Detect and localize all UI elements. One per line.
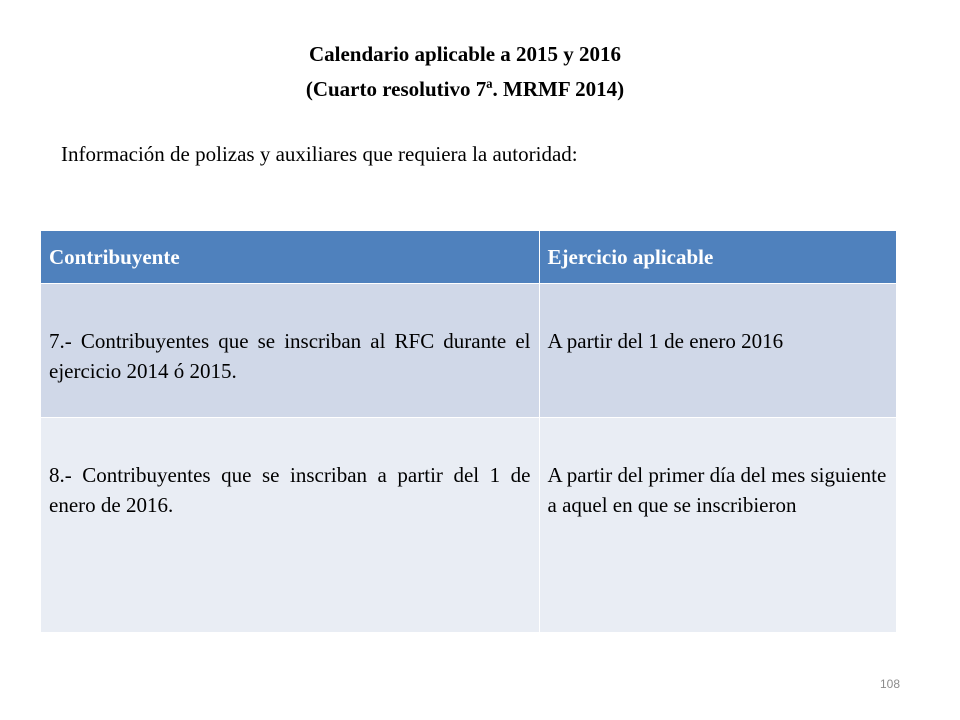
- cell-text: A partir del 1 de enero 2016: [547, 329, 784, 353]
- column-header-ejercicio: Ejercicio aplicable: [539, 231, 896, 284]
- table-cell-contribuyente: [41, 284, 539, 418]
- table-cell-ejercicio: [539, 284, 896, 418]
- table-cell-ejercicio: [539, 418, 896, 633]
- page-title: Calendario aplicable a 2015 y 2016: [308, 42, 622, 66]
- cell-text: 7.- Contribuyentes que se inscriban al RFC durante el ejercicio 2014 ó 2015.: [49, 329, 531, 383]
- table-row: [41, 284, 896, 418]
- section-description: Información de polizas y auxiliares que requiera la autoridad:: [61, 142, 578, 166]
- column-header-contribuyente: Contribuyente: [41, 231, 539, 284]
- table-row: [41, 418, 896, 633]
- page-subtitle-reference: (Cuarto resolutivo 7ª. MRMF 2014): [305, 77, 625, 101]
- cell-text: A partir del primer día del mes siguiente a aquel en que se inscribieron: [547, 463, 887, 517]
- calendar-table: [41, 231, 897, 632]
- table-header-row: [41, 231, 896, 284]
- page-number: 108: [879, 677, 900, 691]
- table-cell-contribuyente: [41, 418, 539, 633]
- cell-text: 8.- Contribuyentes que se inscriban a partir del 1 de enero de 2016.: [49, 463, 531, 517]
